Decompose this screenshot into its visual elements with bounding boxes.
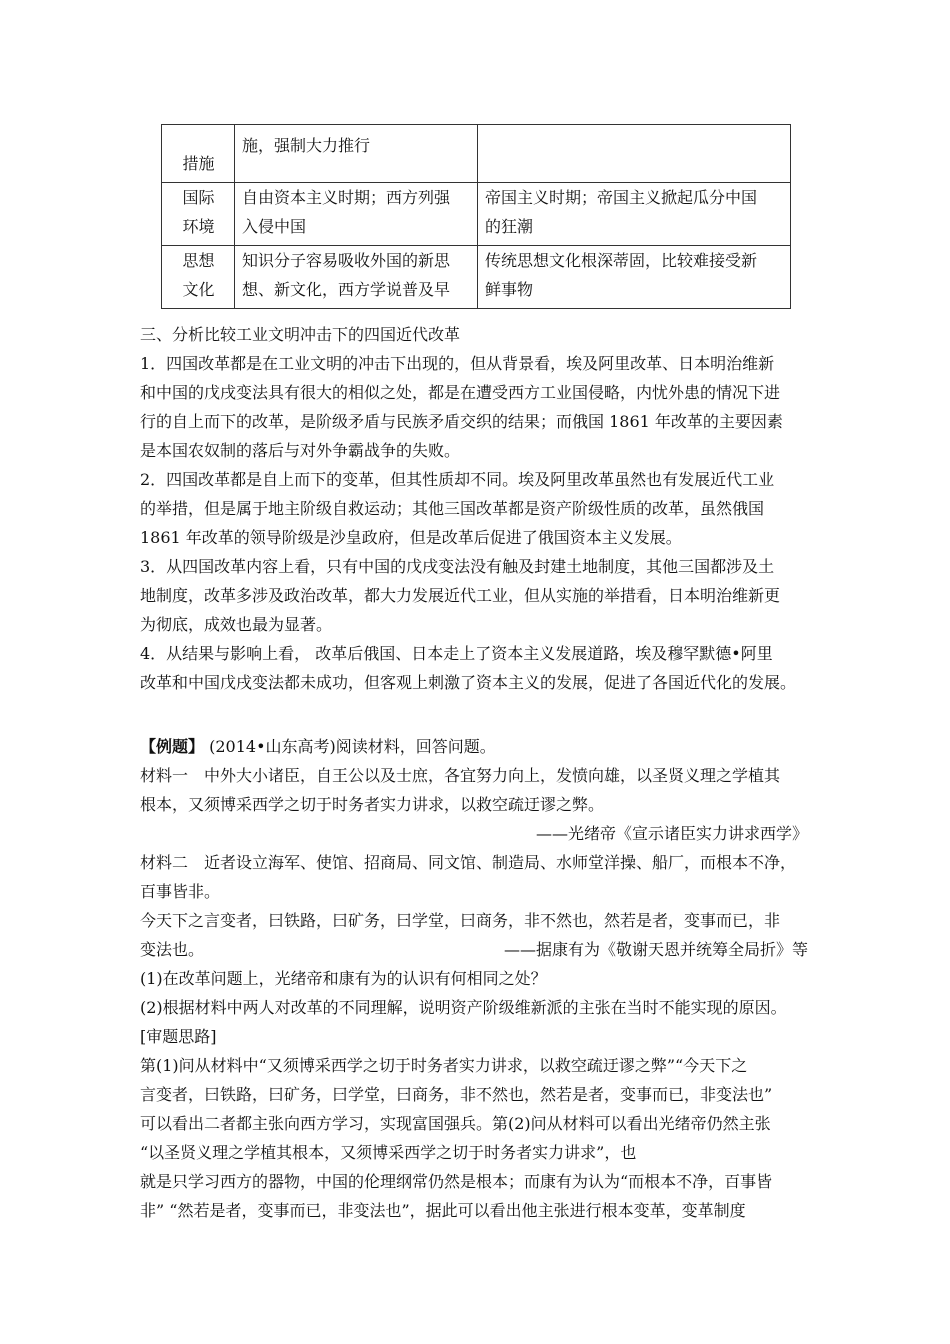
cell-line: 想、新文化，西方学说普及早 xyxy=(242,280,451,299)
cell-line: 国际 xyxy=(182,188,215,207)
cell-line: 文化 xyxy=(182,280,215,299)
paragraph-line: 2．四国改革都是自上而下的变革，但其性质却不同。埃及阿里改革虽然也有发展近代工业 xyxy=(140,470,775,489)
table-row xyxy=(162,125,791,183)
material-line: 材料一 中外大小诸臣，自王公以及士庶，各宜努力向上，发愤向雄，以圣贤义理之学植其 xyxy=(140,766,781,785)
table-cell-label xyxy=(162,246,235,309)
cell-line: 入侵中国 xyxy=(242,217,307,236)
analysis-line: 就是只学习西方的器物，中国的伦理纲常仍然是根本；而康有为认为“而根本不净，百事皆 xyxy=(140,1172,773,1191)
paragraph-line: 改革和中国戊戌变法都未成功，但客观上刺激了资本主义的发展，促进了各国近代化的发展。 xyxy=(140,673,797,692)
table-cell xyxy=(235,246,478,309)
paragraph-line: 为彻底，成效也最为显著。 xyxy=(140,615,333,634)
material-line: 根本，又须博采西学之切于时务者实力讲求，以救空疏迂谬之弊。 xyxy=(140,795,605,814)
table-row xyxy=(162,183,791,246)
cell-line: 鲜事物 xyxy=(485,280,534,299)
example-heading xyxy=(140,732,820,761)
material-attribution: ——光绪帝《宣示诸臣实力讲求西学》 xyxy=(535,824,808,843)
material-attribution: ——据康有为《敬谢天恩并统筹全局折》等 xyxy=(503,940,808,959)
table-row xyxy=(162,246,791,309)
analysis-line: 第(1)问从材料中“又须博采西学之切于时务者实力讲求，以救空疏迂谬之弊”“今天下之 xyxy=(140,1056,748,1075)
cell-line: 自由资本主义时期；西方列强 xyxy=(242,188,451,207)
material-line: 今天下之言变者，曰铁路，曰矿务，曰学堂，曰商务，非不然也，然若是者，变事而已，非 xyxy=(140,911,781,930)
table-cell xyxy=(235,125,478,183)
analysis-heading: [审题思路] xyxy=(140,1027,217,1046)
cell-line: 知识分子容易吸收外国的新思 xyxy=(242,251,451,270)
table-cell-label xyxy=(162,183,235,246)
paragraph-line: 的举措，但是属于地主阶级自救运动；其他三国改革都是资产阶级性质的改革，虽然俄国 xyxy=(140,499,765,518)
material-line xyxy=(140,935,820,964)
paragraph-line: 4．从结果与影响上看， 改革后俄国、日本走上了资本主义发展道路，埃及穆罕默德•阿里 xyxy=(140,644,773,663)
material-text: 变法也。 xyxy=(140,940,205,959)
table-cell-label xyxy=(162,125,235,183)
table-cell xyxy=(478,246,791,309)
table-cell xyxy=(235,183,478,246)
section-three xyxy=(140,320,820,697)
question-line: (1)在改革问题上，光绪帝和康有为的认识有何相同之处？ xyxy=(140,969,547,988)
question-line: (2)根据材料中两人对改革的不同理解，说明资产阶级维新派的主张在当时不能实现的原因。 xyxy=(140,998,787,1017)
example-tag: 【例题】 xyxy=(140,737,205,756)
cell-line: 环境 xyxy=(182,217,215,236)
paragraph-line: 1．四国改革都是在工业文明的冲击下出现的，但从背景看，埃及阿里改革、日本明治维新 xyxy=(140,354,775,373)
analysis-line: 言变者，曰铁路，曰矿务，曰学堂，曰商务，非不然也，然若是者，变事而已，非变法也” xyxy=(140,1085,773,1104)
paragraph-line: 地制度，改革多涉及政治改革，都大力发展近代工业，但从实施的举措看，日本明治维新更 xyxy=(140,586,781,605)
cell-line: 传统思想文化根深蒂固，比较难接受新 xyxy=(485,251,758,270)
cell-line: 措施 xyxy=(182,154,215,173)
paragraph-line: 是本国农奴制的落后与对外争霸战争的失败。 xyxy=(140,441,461,460)
section-heading: 三、分析比较工业文明冲击下的四国近代改革 xyxy=(140,325,461,344)
example-source: (2014•山东高考)阅读材料，回答问题。 xyxy=(204,737,496,756)
analysis-line: 可以看出二者都主张向西方学习，实现富国强兵。第(2)问从材料可以看出光绪帝仍然主张 xyxy=(140,1114,771,1133)
material-line: 百事皆非。 xyxy=(140,882,221,901)
cell-line: 思想 xyxy=(182,251,215,270)
paragraph-line: 3．从四国改革内容上看，只有中国的戊戌变法没有触及封建土地制度，其他三国都涉及土 xyxy=(140,557,775,576)
comparison-table xyxy=(161,124,791,309)
cell-line: 帝国主义时期；帝国主义掀起瓜分中国 xyxy=(485,188,758,207)
paragraph-line: 和中国的戊戌变法具有很大的相似之处，都是在遭受西方工业国侵略，内忧外患的情况下进 xyxy=(140,383,781,402)
example-section xyxy=(140,732,820,1225)
cell-line: 施，强制大力推行 xyxy=(242,136,371,155)
paragraph-line: 行的自上而下的改革，是阶级矛盾与民族矛盾交织的结果；而俄国 1861 年改革的主要因素 xyxy=(140,412,783,431)
table-cell xyxy=(478,183,791,246)
table-cell xyxy=(478,125,791,183)
analysis-line: “以圣贤义理之学植其根本，又须博采西学之切于时务者实力讲求”，也 xyxy=(140,1143,637,1162)
material-line: 材料二 近者设立海军、使馆、招商局、同文馆、制造局、水师堂洋操、船厂，而根本不净， xyxy=(140,853,797,872)
analysis-line: 非” “然若是者，变事而已，非变法也”，据此可以看出他主张进行根本变革，变革制度 xyxy=(140,1201,746,1220)
cell-line: 的狂潮 xyxy=(485,217,534,236)
paragraph-line: 1861 年改革的领导阶级是沙皇政府，但是改革后促进了俄国资本主义发展。 xyxy=(140,528,682,547)
